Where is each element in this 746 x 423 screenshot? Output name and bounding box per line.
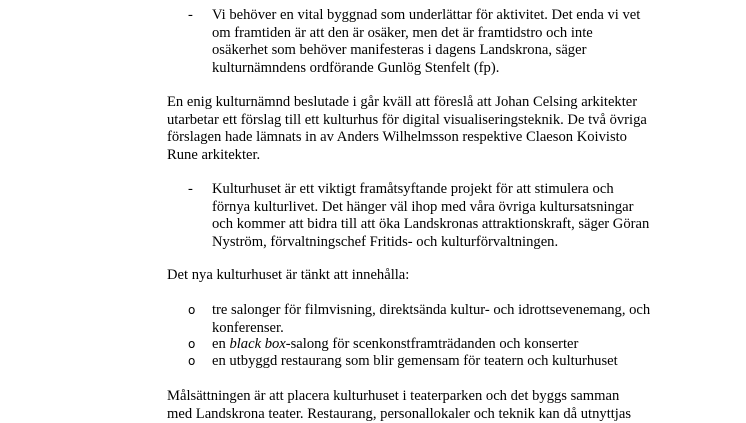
list-item-text-prefix: en	[212, 336, 230, 352]
circle-bullet-icon: o	[188, 337, 196, 351]
quote-text: Vi behöver en vital byggnad som underlättar för aktivitet. Det enda vi vet om framtiden är att den är osäker, men det är framtidstro och inte osäkerhet som behöver manifesteras i dagens Landskrona, säger kulturnämndens ordförande Gunlög Stenfelt (fp).	[212, 7, 641, 76]
list-item-text-suffix: -salong för scenkonstframträdanden och konserter	[285, 336, 579, 352]
circle-bullet-icon: o	[188, 303, 196, 317]
body-paragraph: Målsättningen är att placera kulturhuset i teaterparken och det byggs samman med Landskrona teater. Restaurang, personallokaler och teknik kan då utnyttjas	[167, 388, 632, 422]
circle-bullet-icon: o	[188, 354, 196, 368]
list-item-text	[212, 336, 652, 354]
dash-bullet-icon: -	[188, 7, 193, 23]
dash-bullet-icon: -	[188, 181, 193, 197]
list-item-text-italic: black box	[229, 336, 286, 352]
list-item-text: tre salonger för filmvisning, direktsända kultur- och idrottsevenemang, och konferenser.	[212, 302, 651, 336]
body-paragraph: En enig kulturnämnd beslutade i går kväll att föreslå att Johan Celsing arkitekter utarbetar ett förslag till ett kulturhus för digital visualiseringsteknik. De två övriga förslagen hade lämnats in av Anders Wilhelmsson respektive Claeson Koivisto Rune arkitekter.	[167, 94, 647, 163]
body-paragraph: Det nya kulturhuset är tänkt att innehålla:	[167, 267, 410, 283]
quote-text: Kulturhuset är ett viktigt framåtsyftande projekt för att stimulera och förnya kulturlivet. Det hänger väl ihop med våra övriga kultursatsningar och kommer att bidra till att öka Landskronas attraktionskraft, säger Göran Nyström, förvaltningschef Fritids- och kulturförvaltningen.	[212, 181, 650, 250]
list-item-text: en utbyggd restaurang som blir gemensam för teatern och kulturhuset	[212, 353, 618, 369]
